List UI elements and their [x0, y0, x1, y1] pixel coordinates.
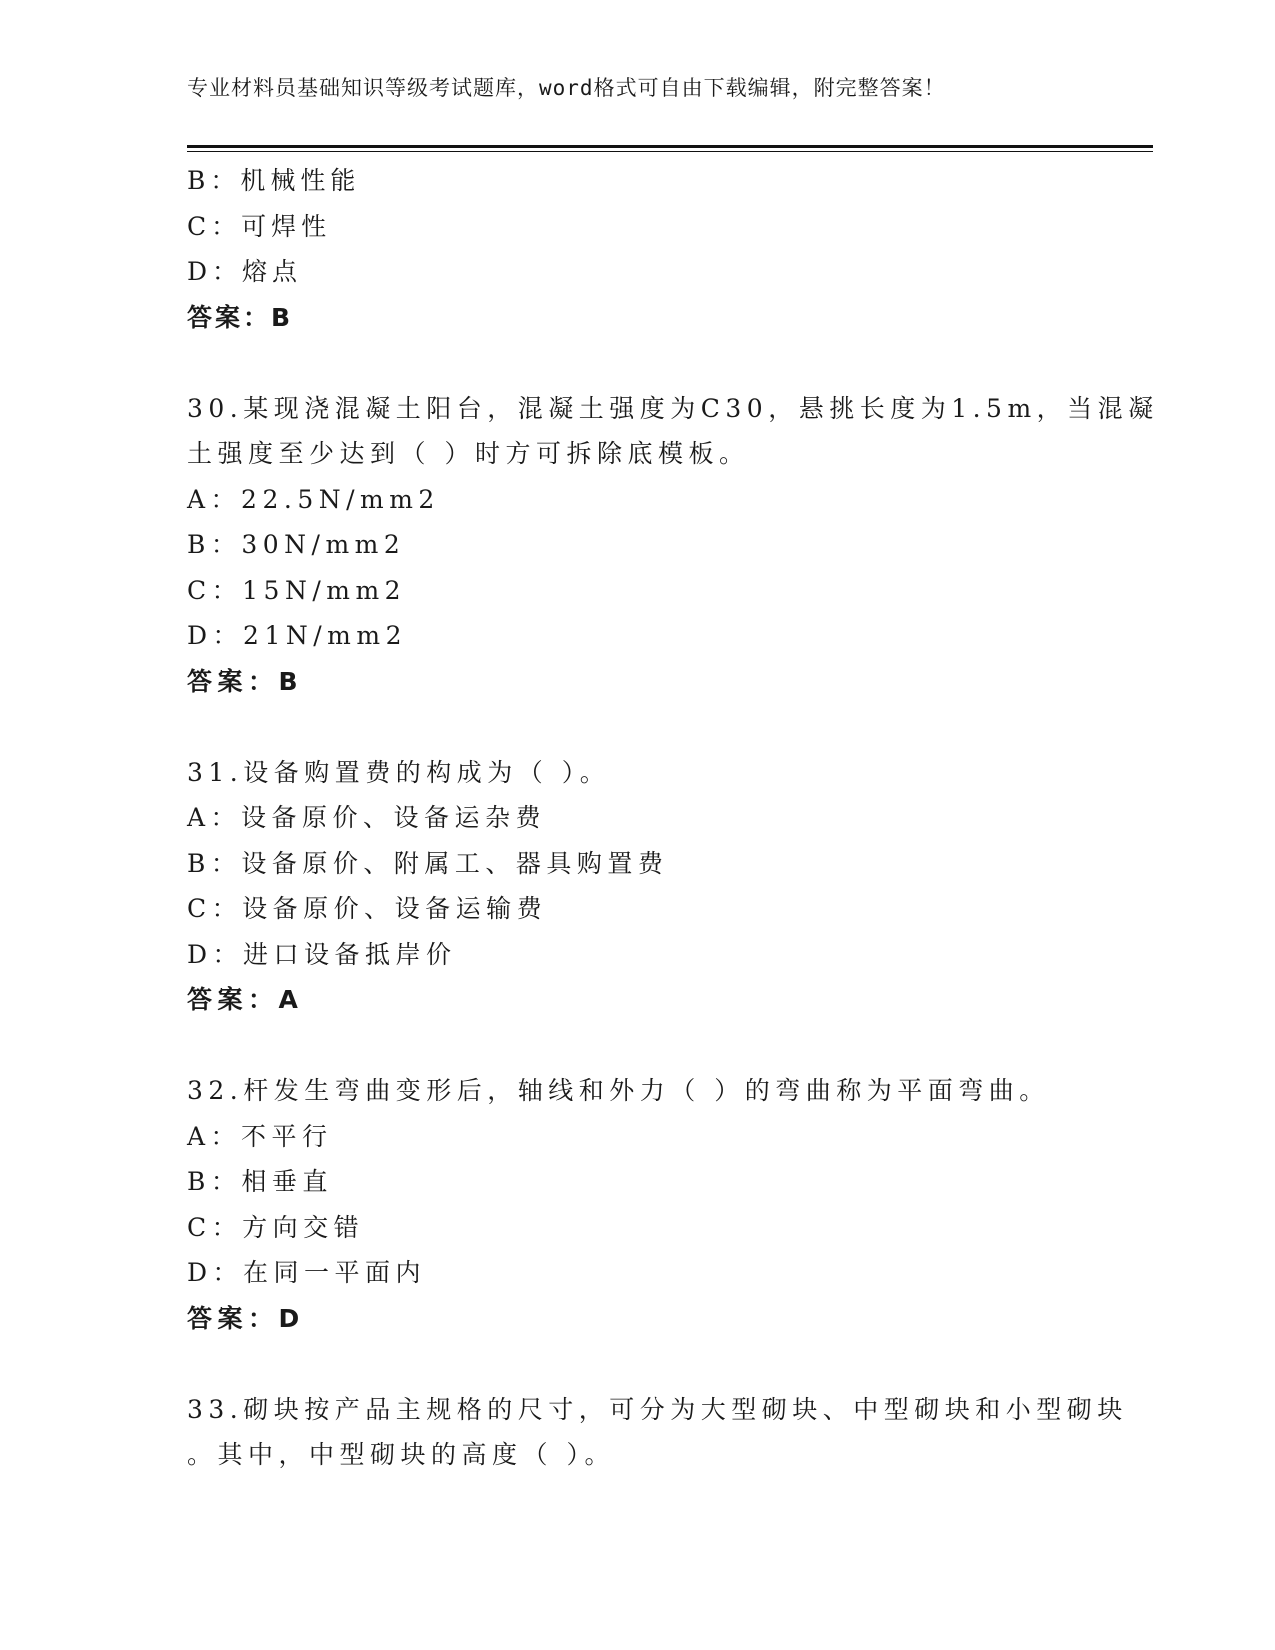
option-b: B：30N/mm2 [187, 530, 406, 559]
option-b: B：设备原价、附属工、器具购置费 [187, 848, 669, 878]
question-32 [187, 1068, 1087, 1341]
question-stem: 。其中，中型砌块的高度（ ）。 [187, 1440, 615, 1469]
option-a: A：22.5N/mm2 [187, 484, 440, 514]
spacer [187, 1341, 1087, 1387]
exam-content [187, 158, 1159, 1478]
question-stem: 33.砌块按产品主规格的尺寸，可分为大型砌块、中型砌块和小型砌块 [187, 1394, 1128, 1424]
question-stem: 土强度至少达到（ ）时方可拆除底模板。 [187, 439, 750, 468]
option-d: D：进口设备抵岸价 [187, 939, 457, 969]
option-a: A：设备原价、设备运杂费 [187, 803, 547, 832]
spacer [187, 1023, 1087, 1069]
answer-line: 答案：D [187, 1303, 305, 1333]
option-b: B：相垂直 [187, 1167, 333, 1196]
question-31 [187, 750, 1087, 1023]
option-d: D：21N/mm2 [187, 621, 407, 650]
header-rule-thin [187, 151, 1153, 152]
prev-question-tail [187, 158, 1087, 340]
option-a: A：不平行 [187, 1121, 333, 1151]
option-b: B：机械性能 [187, 166, 361, 195]
question-stem: 32.杆发生弯曲变形后，轴线和外力（ ）的弯曲称为平面弯曲。 [187, 1076, 1050, 1105]
question-stem: 31.设备购置费的构成为（ ）。 [187, 757, 611, 787]
answer-line: 答案：B [187, 302, 294, 332]
question-33 [187, 1387, 1128, 1478]
option-d: D：在同一平面内 [187, 1258, 427, 1287]
option-c: C：可焊性 [187, 211, 332, 241]
answer-line: 答案：B [187, 666, 304, 696]
option-c: C：设备原价、设备运输费 [187, 894, 548, 923]
question-30 [187, 386, 1159, 705]
page-header: 专业材料员基础知识等级考试题库，word格式可自由下载编辑，附完整答案！ [187, 76, 946, 100]
header-rule-thick [187, 145, 1153, 148]
answer-line: 答案：A [187, 985, 304, 1014]
question-stem: 30.某现浇混凝土阳台，混凝土强度为C30，悬挑长度为1.5m，当混凝 [187, 393, 1159, 423]
option-c: C：方向交错 [187, 1212, 365, 1242]
spacer [187, 704, 1087, 750]
option-d: D：熔点 [187, 257, 303, 286]
spacer [187, 340, 1087, 386]
option-c: C：15N/mm2 [187, 575, 407, 605]
